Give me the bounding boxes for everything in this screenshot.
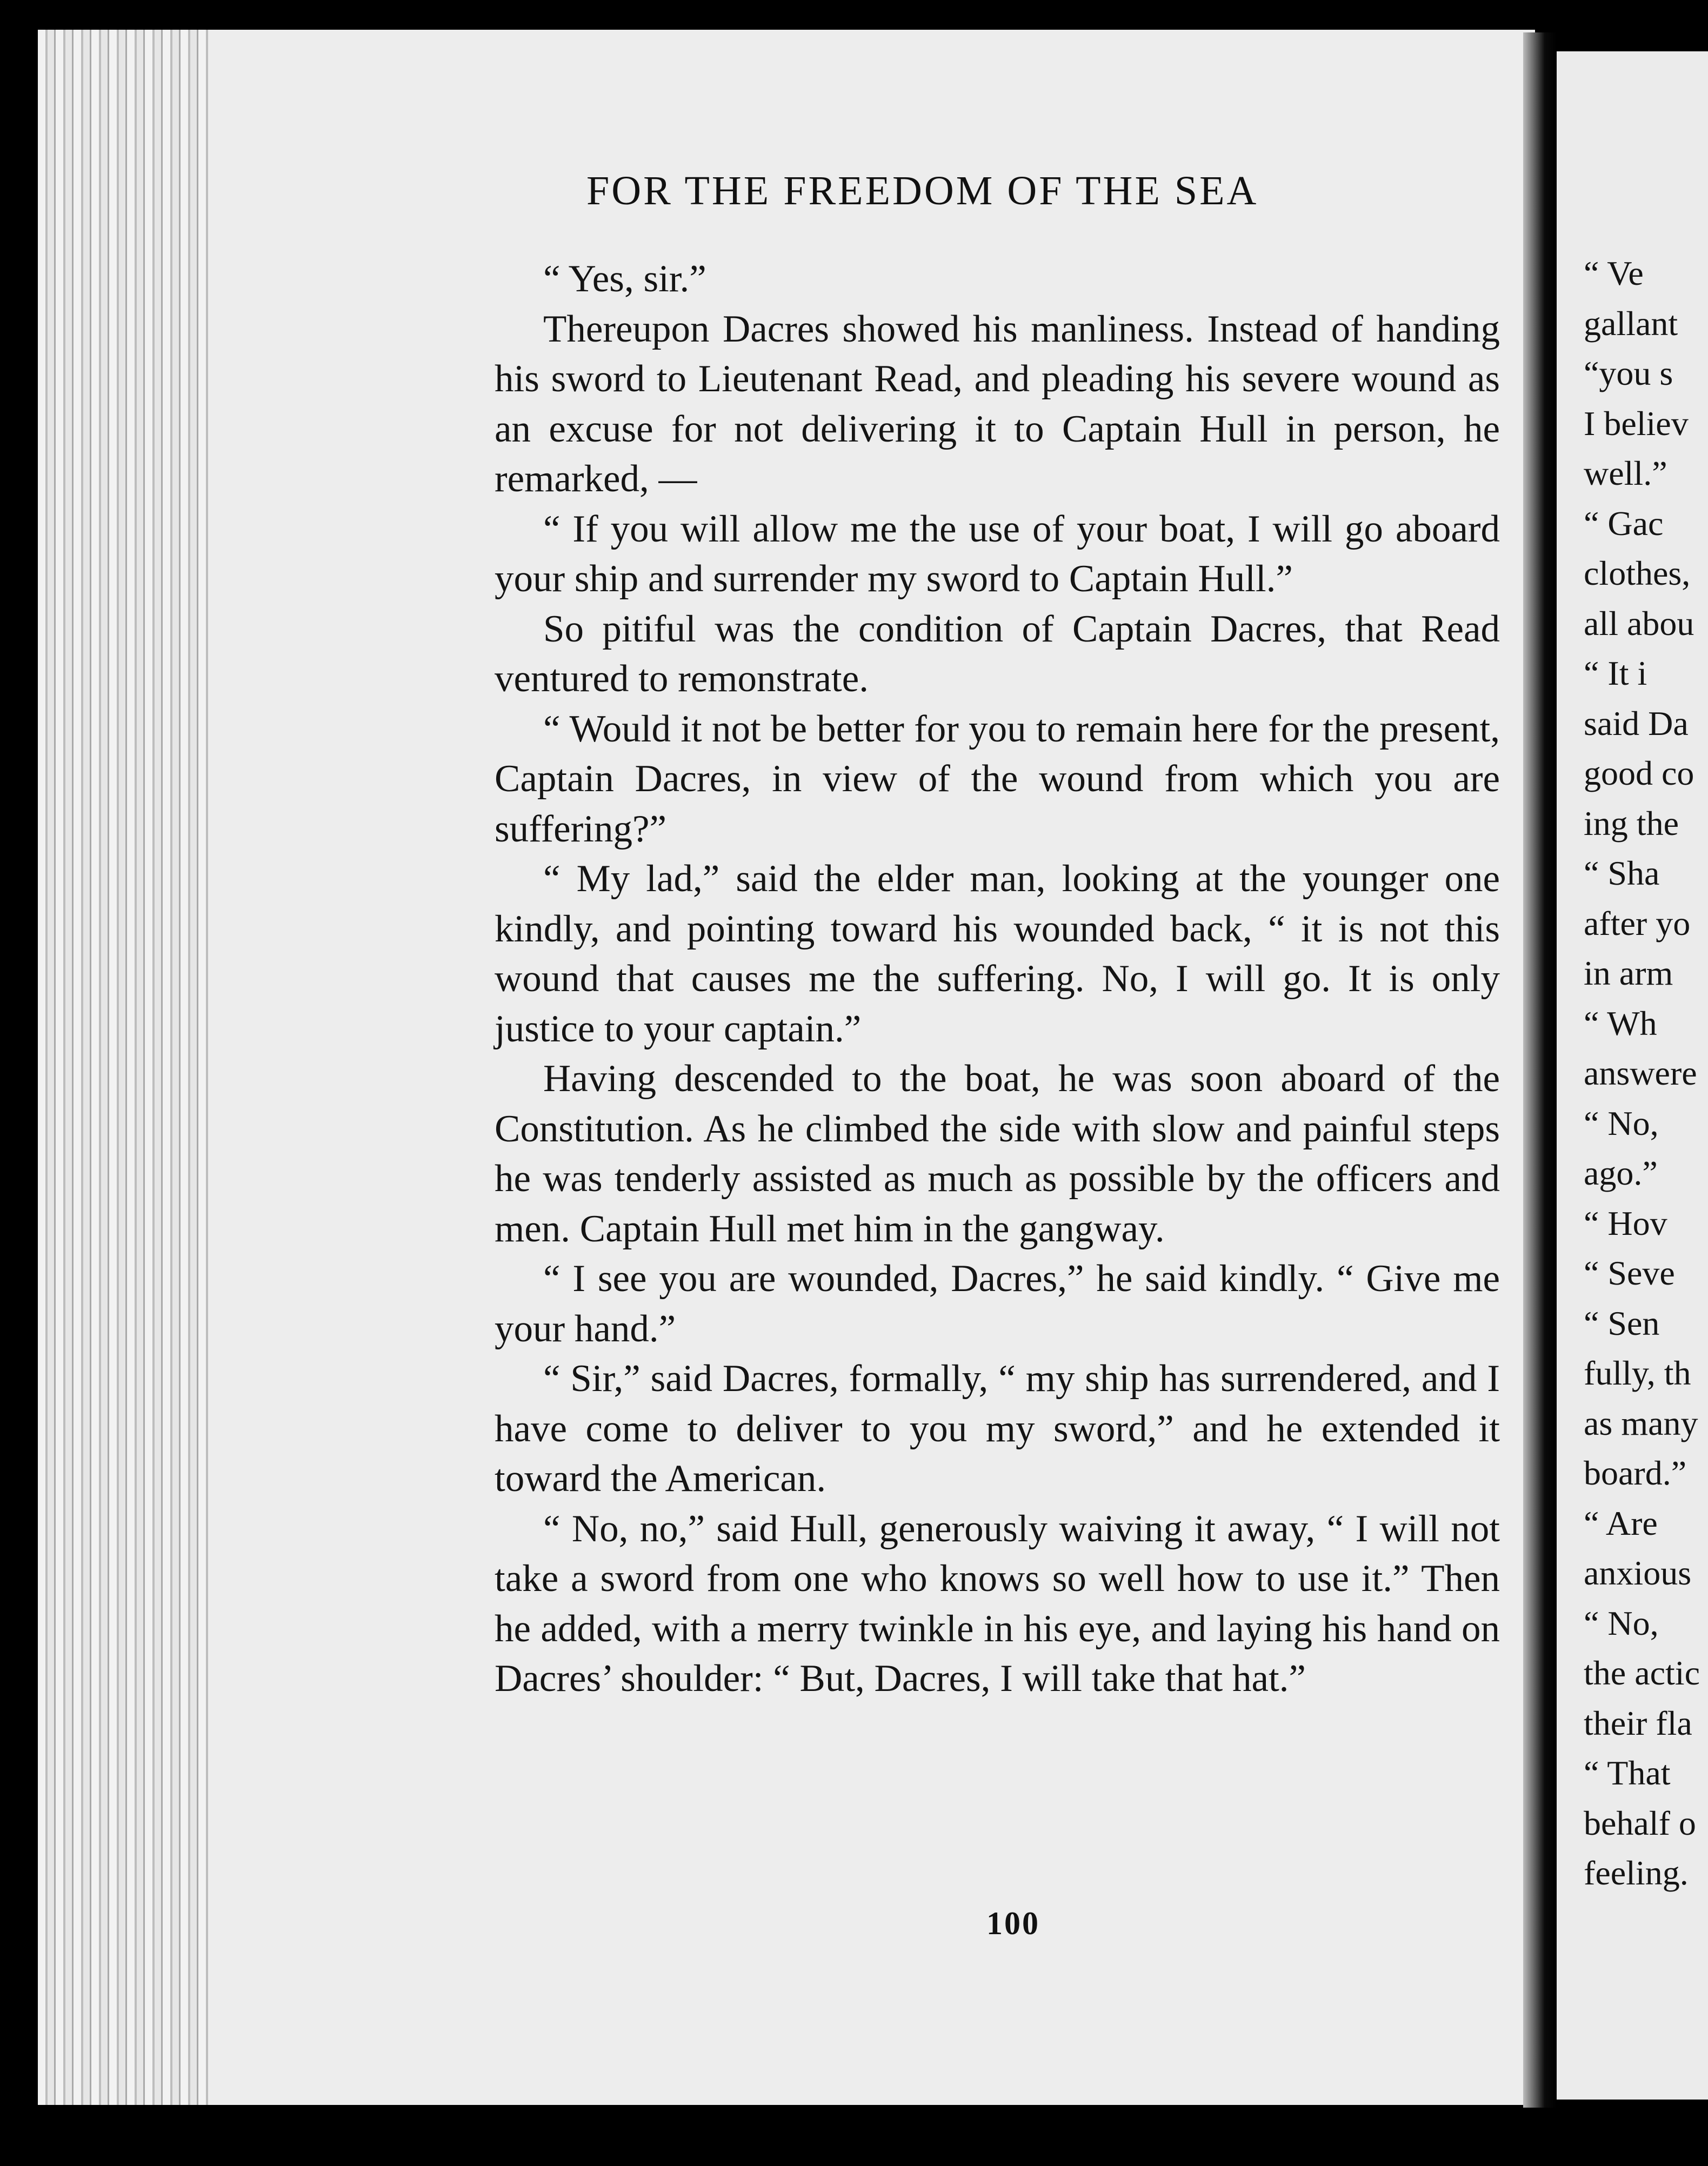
paragraph: “ I see you are wounded, Dacres,” he said kindly. “ Give me your hand.”	[495, 1258, 1500, 1350]
facing-line: gallant	[1584, 304, 1678, 343]
running-head: FOR THE FREEDOM OF THE SEA	[586, 168, 1259, 213]
facing-line: “ Ve	[1584, 254, 1644, 292]
page-number: 100	[986, 1906, 1040, 1941]
facing-line: well.”	[1584, 454, 1667, 492]
facing-line: “ It i	[1584, 654, 1647, 692]
facing-line: “you s	[1584, 354, 1673, 392]
facing-line: behalf o	[1584, 1803, 1696, 1842]
facing-line: answere	[1584, 1054, 1697, 1092]
facing-line: “ Hov	[1584, 1204, 1667, 1242]
facing-line: “ Wh	[1584, 1004, 1657, 1042]
facing-line: after yo	[1584, 904, 1691, 942]
body-text	[495, 254, 1500, 1704]
facing-line: ago.”	[1584, 1154, 1658, 1192]
paragraph: “ Sir,” said Dacres, formally, “ my ship has surrendered, and I have come to deliver to you my sword,” and he extended it toward the American.	[495, 1358, 1500, 1500]
paragraph: Thereupon Dacres showed his manliness. Instead of handing his sword to Lieutenant Read, and pleading his severe wound as an excuse for not delivering it to Captain Hull in person, he remarked, —	[495, 307, 1500, 500]
facing-line: “ Are	[1584, 1503, 1658, 1542]
facing-line: clothes,	[1584, 554, 1691, 592]
paragraph: “ No, no,” said Hull, generously waiving it away, “ I will not take a sword from one who knows so well how to use it.” Then he added, with a merry twinkle in his eye, and laying his hand on Dacres’ shoulder: “ But, Dacres, I will take that hat.”	[495, 1507, 1500, 1700]
facing-line: anxious	[1584, 1554, 1692, 1592]
facing-line: good co	[1584, 754, 1694, 792]
facing-line: as many	[1584, 1403, 1698, 1442]
paragraph: “ If you will allow me the use of your boat, I will go aboard your ship and surrender my sword to Captain Hull.”	[495, 507, 1500, 600]
facing-page-text	[1584, 249, 1708, 1898]
facing-line: “ No,	[1584, 1603, 1659, 1642]
facing-line: all abou	[1584, 604, 1694, 643]
facing-line: “ Seve	[1584, 1254, 1675, 1292]
facing-line: “ No,	[1584, 1104, 1659, 1142]
facing-line: “ Gac	[1584, 504, 1664, 543]
facing-line: fully, th	[1584, 1354, 1691, 1392]
facing-line: feeling.	[1584, 1854, 1689, 1892]
facing-line: in arm	[1584, 954, 1673, 992]
facing-page	[1557, 51, 1708, 2100]
page-edges	[38, 30, 208, 2105]
facing-line: I believ	[1584, 404, 1689, 443]
facing-line: “ Sen	[1584, 1303, 1660, 1342]
facing-line: the actic	[1584, 1654, 1700, 1692]
facing-line: their fla	[1584, 1703, 1692, 1742]
facing-line: “ Sha	[1584, 854, 1660, 892]
paragraph: “ Yes, sir.”	[543, 258, 706, 300]
paragraph: Having descended to the boat, he was soon aboard of the Constitution. As he climbed the side with slow and painful steps he was tenderly assisted as much as possible by the officers and men. Captain Hull met him in the gangway.	[495, 1058, 1500, 1250]
paragraph: “ My lad,” said the elder man, looking at the younger one kindly, and pointing toward his wounded back, “ it is not this wound that causes me the suffering. No, I will go. It is only justice to your captain.”	[495, 858, 1500, 1050]
book-gutter	[1523, 32, 1557, 2108]
facing-line: “ That	[1584, 1754, 1671, 1792]
facing-line: ing the	[1584, 804, 1679, 843]
paragraph: “ Would it not be better for you to remain here for the present, Captain Dacres, in view of the wound from which you are suffering?”	[495, 707, 1500, 850]
facing-line: said Da	[1584, 704, 1689, 743]
paragraph: So pitiful was the condition of Captain Dacres, that Read ventured to remonstrate.	[495, 607, 1500, 700]
facing-line: board.”	[1584, 1454, 1687, 1492]
